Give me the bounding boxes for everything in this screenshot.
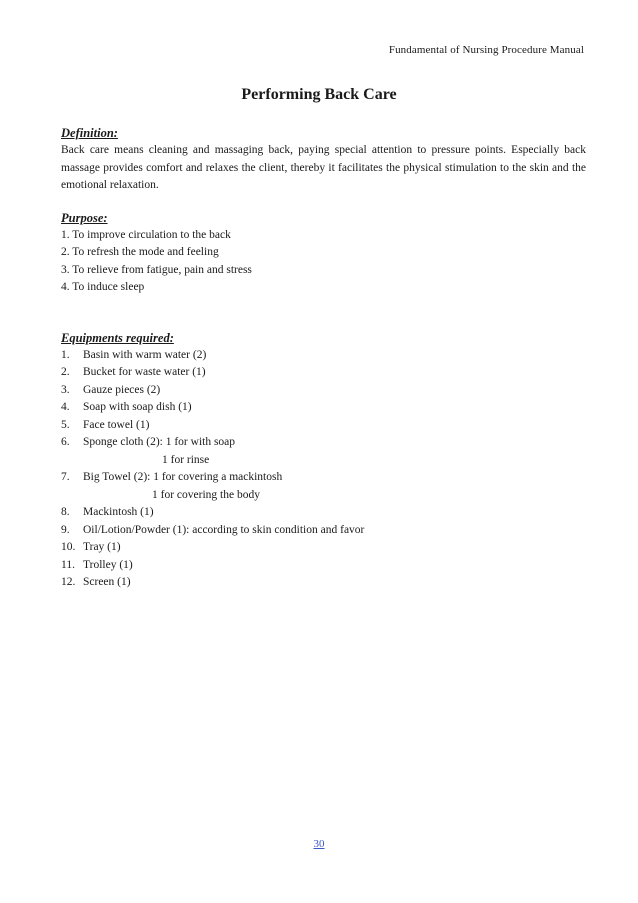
item-number: 10. <box>61 541 76 553</box>
equipment-list <box>61 347 586 592</box>
page-number[interactable]: 30 <box>313 838 325 850</box>
item-text: Big Towel (2): 1 for covering a mackintosh <box>83 471 283 483</box>
equipment-item <box>61 539 586 557</box>
item-text: Trolley (1) <box>83 558 133 571</box>
equipments-heading: Equipments required: <box>61 330 174 345</box>
item-number: 12. <box>61 576 76 588</box>
item-text: Gauze pieces (2) <box>83 383 161 396</box>
item-number: 1. <box>61 348 70 361</box>
equipment-sub-item: 1 for rinse <box>162 453 210 466</box>
running-header: Fundamental of Nursing Procedure Manual <box>388 44 584 56</box>
item-text: Basin with warm water (2) <box>83 348 207 361</box>
equipment-item <box>61 557 586 575</box>
equipment-item <box>61 522 586 540</box>
item-text: Mackintosh (1) <box>83 506 154 518</box>
equipment-item <box>61 434 586 452</box>
document-body <box>61 124 586 592</box>
item-number: 9. <box>61 523 70 536</box>
item-number: 2. <box>61 366 70 378</box>
equipment-sub-item: 1 for covering the body <box>152 488 260 501</box>
item-number: 3. <box>61 383 70 396</box>
definition-heading: Definition: <box>61 126 118 140</box>
equipment-item <box>61 364 586 382</box>
item-text: Tray (1) <box>83 541 121 553</box>
definition-text: Back care means cleaning and massaging back, paying special attention to pressure points. Especially back massage provides comfort and relaxes the client, thereby it facilitates the physical stimulation to the skin and the emotional relaxation. <box>61 144 586 191</box>
item-number: 4. <box>61 401 70 413</box>
equipment-item <box>61 469 586 487</box>
equipment-item <box>61 417 586 435</box>
equipment-item <box>61 504 586 522</box>
item-text: Bucket for waste water (1) <box>83 366 206 378</box>
purpose-item: 2. To refresh the mode and feeling <box>61 246 219 258</box>
item-text: Oil/Lotion/Powder (1): according to skin condition and favor <box>83 523 365 536</box>
item-text: Soap with soap dish (1) <box>83 401 192 413</box>
equipment-item <box>61 574 586 592</box>
item-text: Screen (1) <box>83 576 131 588</box>
item-number: 5. <box>61 418 70 431</box>
purpose-item: 4. To induce sleep <box>61 281 145 293</box>
purpose-item: 1. To improve circulation to the back <box>61 228 231 241</box>
item-number: 7. <box>61 471 70 483</box>
equipment-item <box>61 399 586 417</box>
purpose-list <box>61 227 586 297</box>
item-number: 6. <box>61 436 70 448</box>
document-title: Performing Back Care <box>241 86 397 103</box>
item-number: 11. <box>61 558 75 571</box>
purpose-heading: Purpose: <box>61 210 108 225</box>
item-number: 8. <box>61 506 70 518</box>
purpose-item: 3. To relieve from fatigue, pain and stress <box>61 263 252 276</box>
item-text: Sponge cloth (2): 1 for with soap <box>83 436 236 448</box>
equipment-item <box>61 347 586 365</box>
item-text: Face towel (1) <box>83 418 150 431</box>
equipment-item <box>61 382 586 400</box>
